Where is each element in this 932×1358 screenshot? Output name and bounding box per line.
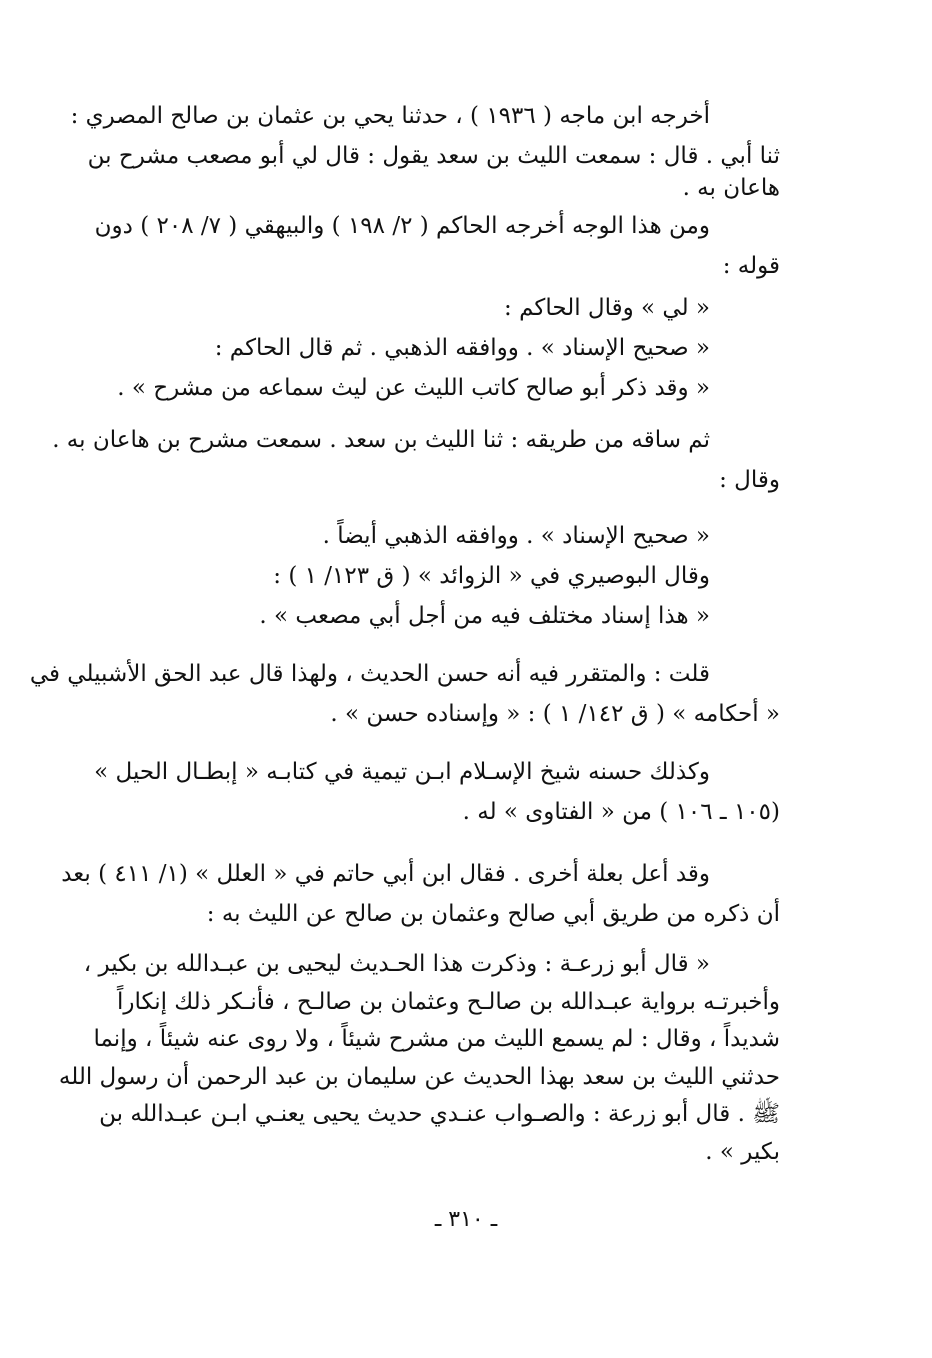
quote-abu-zura (58, 946, 780, 1171)
paragraph-ibn-taymiyya (95, 752, 780, 832)
text-line: ومن هذا الوجه أخرجه الحاكم ( ٢/ ١٩٨ ) والبيهقي ( ٧/ ٢٠٨ ) دون (94, 213, 710, 239)
text-line: أخرجه ابن ماجه ( ١٩٣٦ ) ، حدثنا يحي بن عثمان بن صالح المصري : (70, 103, 710, 129)
quote-hakim (95, 288, 710, 408)
text-line: ﷺ . قال أبو زرعة : والصـواب عنـدي حديث يحيى يعنـي ابـن عبـدالله بن (99, 1101, 780, 1127)
text-line: « صحيح الإسناد » . ووافقه الذهبي أيضاً . (322, 523, 710, 549)
text-line: قلت : والمتقرر فيه أنه حسن الحديث ، ولهذا قال عبد الحق الأشبيلي في (29, 661, 710, 687)
text-line: وقد أعل بعلة أخرى . فقال ابن أبي حاتم في « العلل » (١/ ٤١١ ) بعد (61, 861, 710, 887)
text-line: « لي » وقال الحاكم : (504, 295, 710, 321)
text-line: قوله : (722, 253, 780, 279)
text-line: « هذا إسناد مختلف فيه من أجل أبي مصعب » . (259, 603, 710, 629)
text-line: « أحكامه » ( ق ١٤٢/ ١ ) : « وإسناده حسن » . (330, 701, 780, 727)
text-line: وقال : (719, 467, 780, 493)
paragraph-ilal (61, 854, 780, 934)
text-line: أن ذكره من طريق أبي صالح وعثمان بن صالح عن الليث به : (206, 901, 780, 927)
text-line: ثنا أبي . قال : سمعت الليث بن سعد يقول : قال لي أبو مصعب مشرح بن (87, 143, 780, 169)
text-line: « وقد ذكر أبو صالح كاتب الليث عن ليث سماعه من مشرح » . (117, 375, 710, 401)
paragraph-qultu (29, 654, 780, 734)
page-number: ـ ٣١٠ ـ (434, 1207, 498, 1232)
text-line: ثم ساقه من طريقه : ثنا الليث بن سعد . سمعت مشرح بن هاعان به . (52, 427, 710, 453)
text-line: « صحيح الإسناد » . ووافقه الذهبي . ثم قال الحاكم : (214, 335, 710, 361)
text-line: حدثني الليث بن سعد بهذا الحديث عن سليمان بن عبد الرحمن أن رسول الله (58, 1063, 780, 1090)
text-line: وأخبرتـه برواية عبـدالله بن صالـح وعثمان بن صالـح ، فأنـكر ذلك إنكاراً (116, 988, 780, 1015)
paragraph-ibn-majah (70, 96, 780, 208)
text-line: وقال البوصيري في « الزوائد » ( ق ١٢٣/ ١ ) : (273, 563, 710, 589)
text-line: « قال أبو زرعـة : وذكرت هذا الحـديث ليحيى بن عبـدالله بن بكير ، (83, 951, 710, 977)
text-line: وكذلك حسنه شيخ الإسـلام ابـن تيمية في كتابـه « إبطـال الحيل » (94, 759, 710, 785)
paragraph-saqahu (52, 420, 780, 500)
text-line: (١٠٥ ـ ١٠٦ ) من « الفتاوى » له . (462, 799, 780, 825)
text-line: هاعان به . (682, 175, 780, 201)
text-line: شديداً ، وقال : لم يسمع الليث من مشرح شيئاً ، ولا روى عنه شيئاً ، وإنما (93, 1026, 780, 1052)
text-line: بكير » . (705, 1138, 780, 1165)
quote-busiri (95, 516, 710, 636)
paragraph-hakim-bayhaqi (95, 206, 780, 286)
